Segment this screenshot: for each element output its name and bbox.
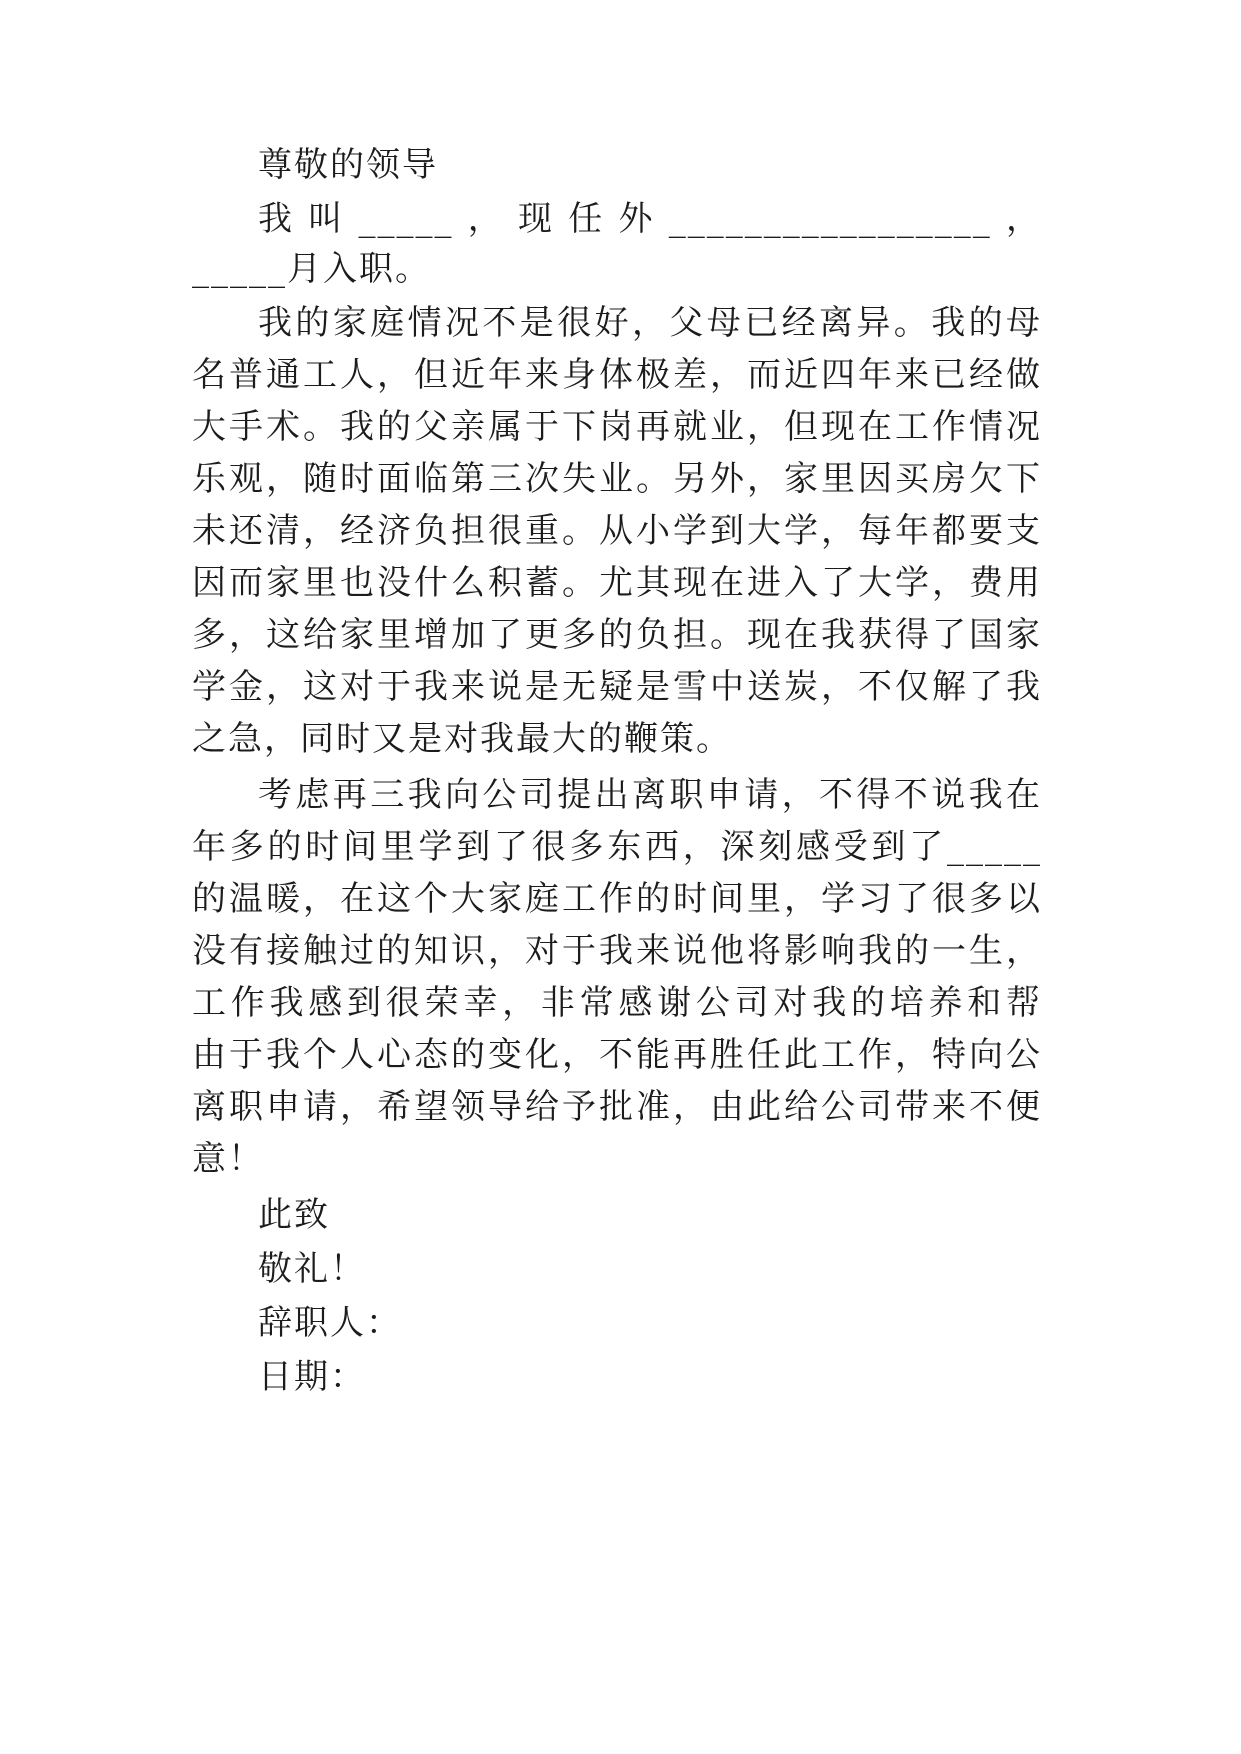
closing-regards: 此致 (258, 1195, 330, 1235)
paragraph-2-line: 考虑再三我向公司提出离职申请，不得不说我在 (258, 775, 1042, 815)
paragraph-1-line: 之急，同时又是对我最大的鞭策。 (192, 719, 732, 759)
signer-label: 辞职人： (258, 1303, 402, 1343)
paragraph-1-line: 我的家庭情况不是很好，父母已经离异。我的母 (258, 303, 1042, 343)
closing-respect: 敬礼！ (258, 1249, 366, 1289)
paragraph-2-line: 离职申请，希望领导给予批准，由此给公司带来不便 (192, 1087, 1042, 1127)
intro-line-2: _____月入职。 (192, 249, 431, 289)
paragraph-2-line: 工作我感到很荣幸，非常感谢公司对我的培养和帮 (192, 983, 1042, 1023)
paragraph-2-line: 由于我个人心态的变化，不能再胜任此工作，特向公 (192, 1035, 1042, 1075)
paragraph-2-line: 意！ (192, 1139, 264, 1179)
intro-line-1: 我叫_____，现任外_________________， (258, 199, 1042, 239)
paragraph-1-line: 学金，这对于我来说是无疑是雪中送炭，不仅解了我 (192, 667, 1042, 707)
paragraph-2-line: 年多的时间里学到了很多东西，深刻感受到了_____ (192, 827, 1042, 867)
paragraph-2-line: 的温暖，在这个大家庭工作的时间里，学习了很多以 (192, 879, 1042, 919)
paragraph-1-line: 名普通工人，但近年来身体极差，而近四年来已经做 (192, 355, 1042, 395)
paragraph-1-line: 乐观，随时面临第三次失业。另外，家里因买房欠下 (192, 459, 1042, 499)
salutation: 尊敬的领导 (258, 145, 438, 185)
date-label: 日期： (258, 1357, 366, 1397)
paragraph-1-line: 大手术。我的父亲属于下岗再就业，但现在工作情况 (192, 407, 1042, 447)
paragraph-1-line: 多，这给家里增加了更多的负担。现在我获得了国家 (192, 615, 1042, 655)
paragraph-1-line: 未还清，经济负担很重。从小学到大学，每年都要支 (192, 511, 1042, 551)
paragraph-2-line: 没有接触过的知识，对于我来说他将影响我的一生， (192, 931, 1042, 971)
paragraph-1-line: 因而家里也没什么积蓄。尤其现在进入了大学，费用 (192, 563, 1042, 603)
